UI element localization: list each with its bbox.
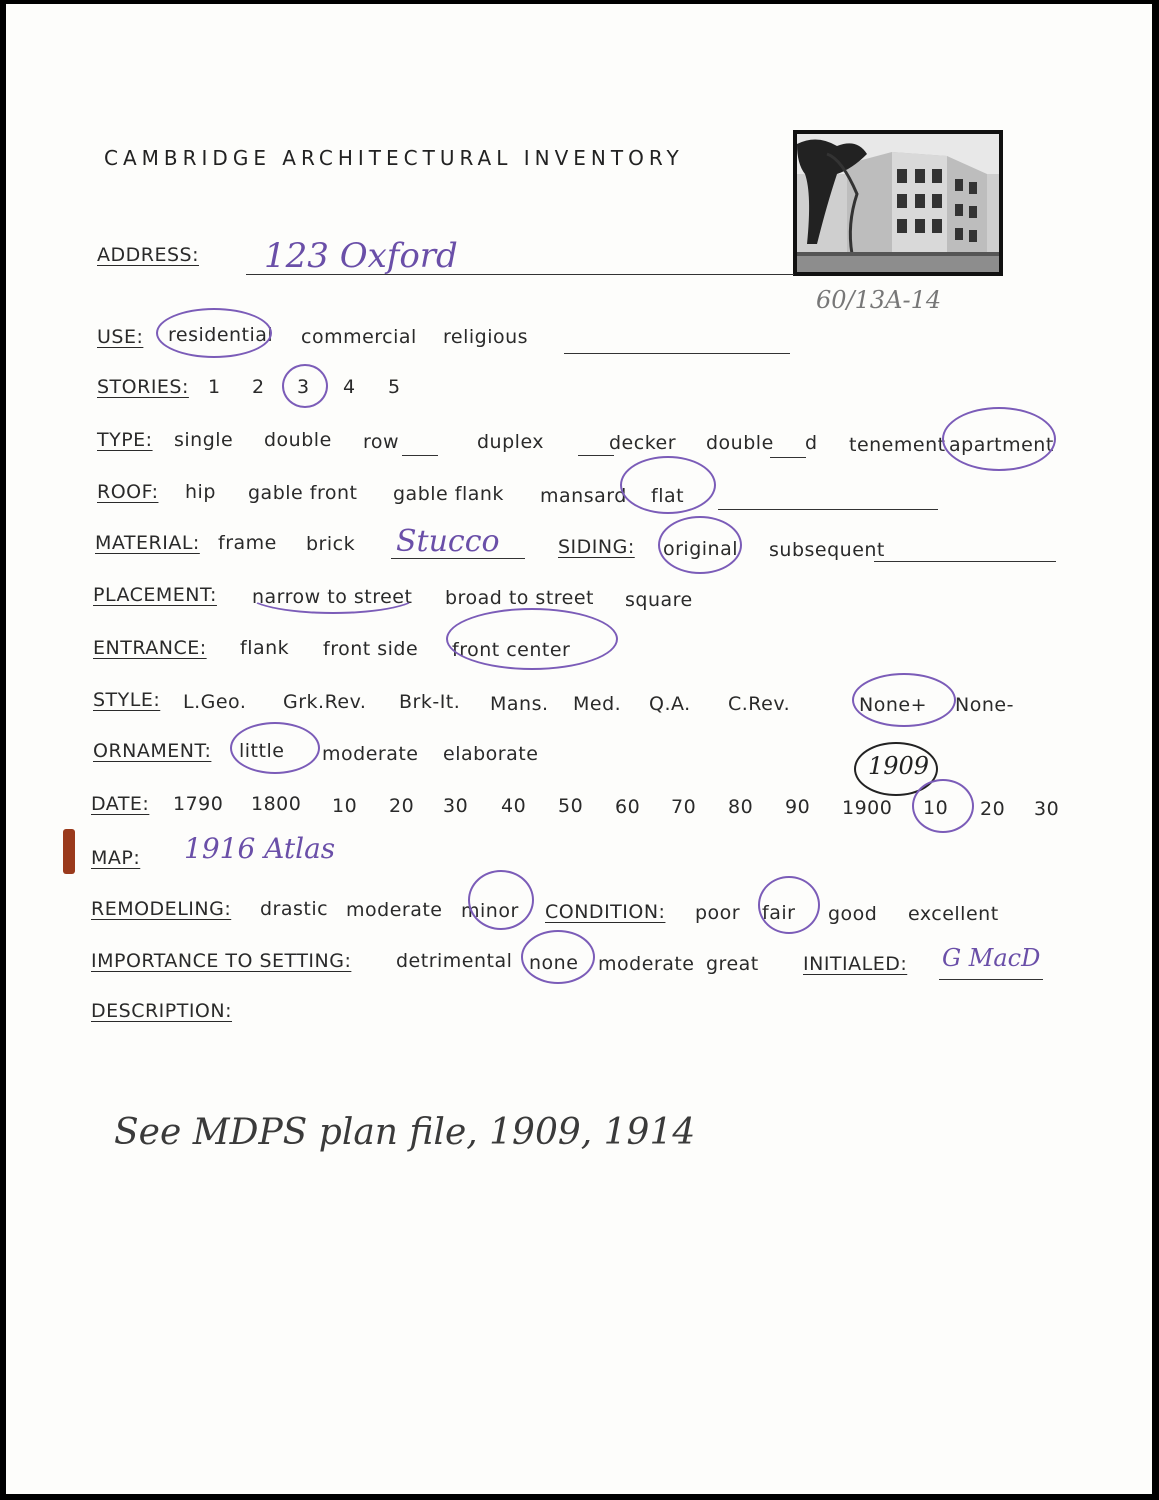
initialed-written-value: G MacD (942, 944, 1041, 972)
date-option-1850: 50 (558, 795, 584, 817)
type-selection-circle (942, 407, 1056, 471)
building-photo (793, 130, 1003, 276)
date-option-1790: 1790 (173, 793, 224, 815)
type-option-tenement: tenement (849, 434, 946, 456)
date-label: DATE: (91, 793, 150, 815)
material-written-value: Stucco (396, 524, 500, 559)
style-option-qa: Q.A. (649, 693, 691, 715)
roof-label: ROOF: (97, 481, 159, 503)
date-option-1810: 10 (332, 795, 358, 817)
style-option-grkrev: Grk.Rev. (283, 691, 367, 713)
material-option-frame: frame (218, 532, 277, 554)
type-option-decker: decker (609, 432, 677, 454)
remodeling-option-moderate: moderate (346, 899, 443, 921)
stories-option-2: 2 (252, 376, 265, 398)
placement-label: PLACEMENT: (93, 584, 217, 606)
date-selection-circle (912, 779, 974, 833)
initialed-label: INITIALED: (803, 953, 908, 975)
roof-option-gable-flank: gable flank (393, 483, 504, 505)
date-option-1890: 90 (785, 796, 811, 818)
style-selection-circle (852, 673, 956, 727)
photo-reference: 60/13A-14 (816, 286, 942, 314)
siding-option-original: original (663, 538, 739, 560)
condition-option-poor: poor (695, 902, 741, 924)
condition-option-good: good (828, 903, 878, 925)
date-option-1910: 10 (923, 797, 949, 819)
stories-label: STORIES: (97, 376, 189, 398)
roof-option-gable-front: gable front (248, 482, 358, 504)
remodeling-selection-circle (468, 870, 534, 930)
type-option-duplex: duplex (477, 431, 545, 453)
use-blank-line (564, 353, 790, 354)
red-margin-mark (63, 829, 75, 874)
style-option-none-minus: None- (955, 694, 1014, 716)
date-option-1870: 70 (671, 796, 697, 818)
ornament-option-little: little (239, 740, 285, 762)
type-option-single: single (174, 429, 234, 451)
type-double-blank (770, 457, 806, 458)
material-label: MATERIAL: (95, 532, 200, 554)
importance-label: IMPORTANCE TO SETTING: (91, 950, 352, 972)
stories-option-5: 5 (388, 376, 401, 398)
remodeling-label: REMODELING: (91, 898, 232, 920)
importance-option-great: great (706, 953, 759, 975)
condition-label: CONDITION: (545, 901, 666, 923)
condition-option-excellent: excellent (908, 903, 999, 925)
importance-option-none: none (529, 952, 579, 974)
siding-option-subsequent: subsequent (769, 539, 885, 561)
condition-selection-circle (758, 876, 820, 934)
roof-option-hip: hip (185, 481, 216, 503)
type-label: TYPE: (97, 429, 153, 451)
type-option-double-decker: double (706, 432, 774, 454)
type-option-d: d (805, 432, 818, 454)
placement-option-square: square (625, 589, 693, 611)
type-decker-blank (578, 455, 614, 456)
importance-option-detrimental: detrimental (396, 950, 513, 972)
map-label: MAP: (91, 847, 141, 869)
date-option-1820: 20 (389, 795, 415, 817)
placement-option-broad: broad to street (445, 587, 595, 609)
date-option-1800: 1800 (251, 793, 302, 815)
placement-option-narrow: narrow to street (252, 586, 413, 608)
siding-label: SIDING: (558, 536, 635, 558)
date-option-1920: 20 (980, 798, 1006, 820)
ornament-option-moderate: moderate (322, 743, 419, 765)
date-option-1830: 30 (443, 795, 469, 817)
use-option-religious: religious (443, 326, 529, 348)
use-option-commercial: commercial (301, 326, 417, 348)
stories-option-1: 1 (208, 376, 221, 398)
use-label: USE: (97, 326, 144, 348)
type-option-row: row (363, 431, 400, 453)
siding-selection-circle (658, 516, 742, 574)
ornament-option-elaborate: elaborate (443, 743, 539, 765)
date-option-1900: 1900 (842, 797, 893, 819)
map-written-value: 1916 Atlas (184, 832, 336, 865)
address-label: ADDRESS: (97, 244, 199, 266)
date-written-value: 1909 (868, 752, 930, 780)
type-option-double: double (264, 429, 332, 451)
use-selection-circle (156, 308, 272, 358)
condition-option-fair: fair (762, 902, 796, 924)
siding-blank-line (874, 561, 1056, 562)
type-option-apartment: apartment (949, 434, 1054, 456)
date-option-1840: 40 (501, 795, 527, 817)
stories-selection-circle (282, 364, 328, 408)
style-label: STYLE: (93, 689, 161, 711)
roof-option-flat: flat (651, 485, 685, 507)
roof-blank-line (718, 509, 938, 510)
address-value: 123 Oxford (264, 236, 458, 276)
description-label: DESCRIPTION: (91, 1000, 233, 1022)
description-written-value: See MDPS plan file, 1909, 1914 (114, 1112, 696, 1153)
stories-option-4: 4 (343, 376, 356, 398)
stories-option-3: 3 (297, 376, 310, 398)
date-option-1880: 80 (728, 796, 754, 818)
remodeling-option-minor: minor (461, 900, 519, 922)
type-row-blank (402, 455, 438, 456)
date-option-1930: 30 (1034, 798, 1060, 820)
entrance-option-flank: flank (240, 637, 290, 659)
style-option-none-plus: None+ (859, 694, 927, 716)
ornament-label: ORNAMENT: (93, 740, 212, 762)
importance-option-moderate: moderate (598, 953, 695, 975)
building-photo-image (797, 134, 999, 272)
placement-selection-mark (246, 574, 420, 614)
roof-option-mansard: mansard (540, 485, 627, 507)
style-option-crev: C.Rev. (728, 693, 791, 715)
style-option-med: Med. (573, 693, 622, 715)
roof-selection-circle (620, 456, 716, 514)
remodeling-option-drastic: drastic (260, 898, 329, 920)
importance-selection-circle (521, 930, 595, 984)
date-option-1860: 60 (615, 796, 641, 818)
style-option-lgeo: L.Geo. (183, 691, 247, 713)
style-option-brkit: Brk-It. (399, 691, 461, 713)
entrance-selection-circle (446, 608, 618, 670)
initialed-line (939, 979, 1043, 980)
inventory-form-sheet (6, 4, 1152, 1494)
style-option-mans: Mans. (490, 693, 549, 715)
form-title: CAMBRIDGE ARCHITECTURAL INVENTORY (104, 146, 684, 170)
entrance-option-front-side: front side (323, 638, 419, 660)
use-option-residential: residential (168, 324, 274, 346)
material-option-brick: brick (306, 533, 356, 555)
entrance-option-front-center: front center (452, 639, 571, 661)
ornament-selection-circle (230, 722, 320, 774)
entrance-label: ENTRANCE: (93, 637, 207, 659)
